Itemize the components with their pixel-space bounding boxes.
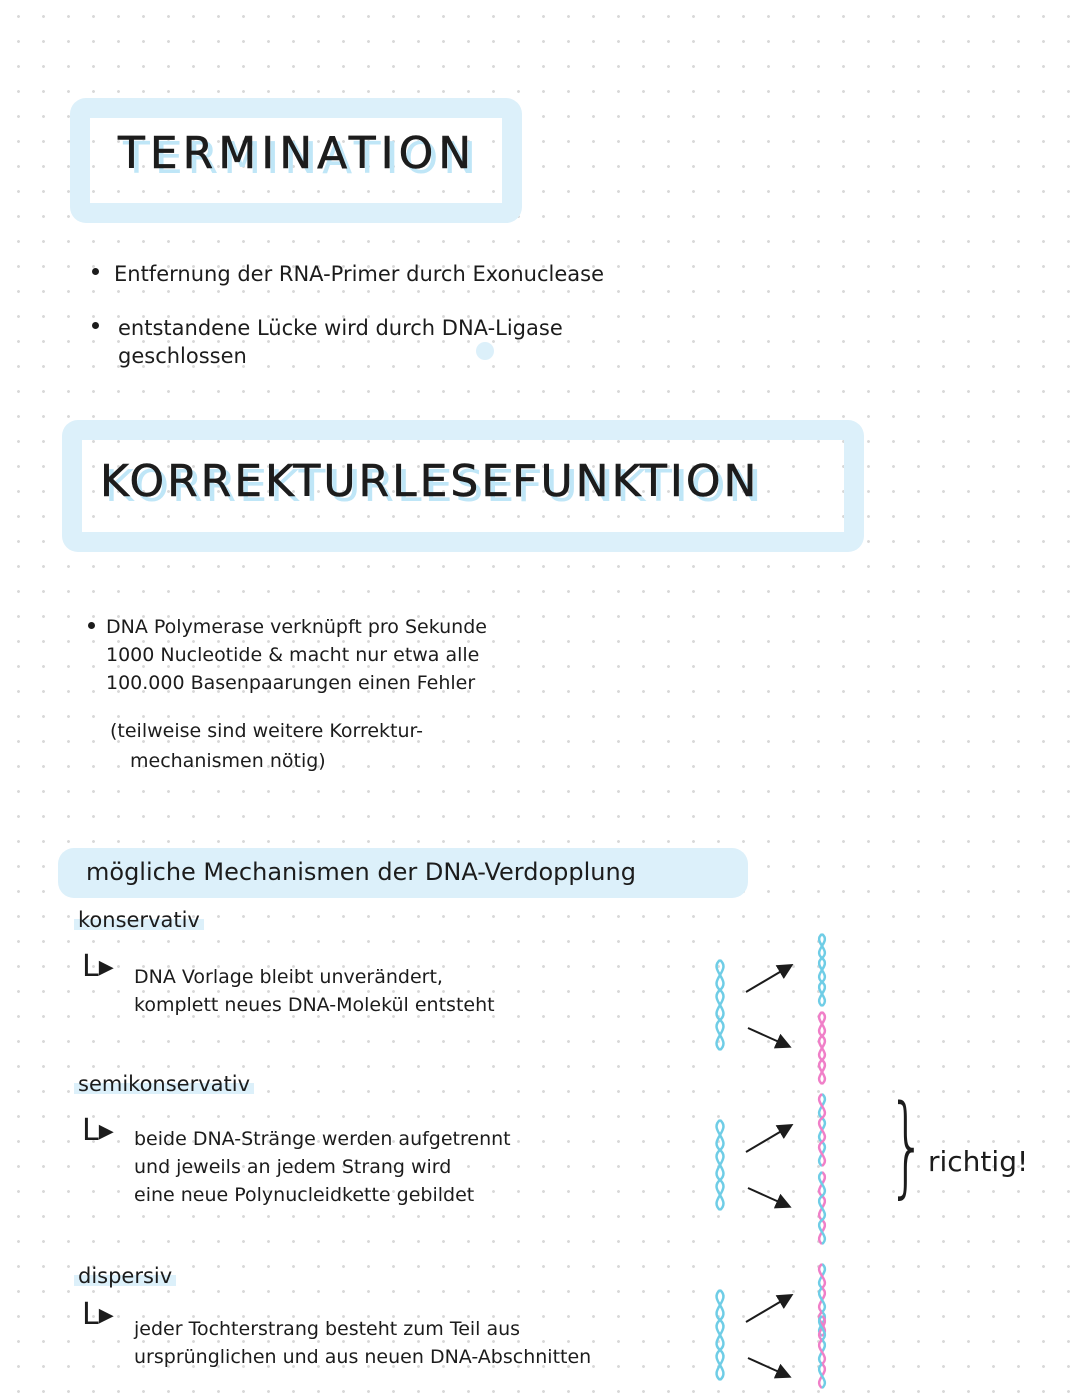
- korrektur-note-1: (teilweise sind weitere Korrektur-: [110, 720, 423, 742]
- semikonservativ-line-1: beide DNA-Stränge werden aufgetrennt: [134, 1128, 511, 1150]
- korrektur-line-1: DNA Polymerase verknüpft pro Sekunde: [106, 616, 487, 638]
- korrektur-line-2: 1000 Nucleotide & macht nur etwa alle: [106, 644, 480, 666]
- termination-bullet-1: Entfernung der RNA-Primer durch Exonuclease: [114, 262, 605, 286]
- bullet-dot: [92, 322, 99, 329]
- highlight-dot: [476, 342, 494, 360]
- korrektur-title: KORREKTURLESEFUNKTION: [100, 456, 760, 507]
- arrow-icon: [746, 1126, 790, 1152]
- dispersiv-line-2: ursprünglichen und aus neuen DNA-Abschnitten: [134, 1346, 592, 1368]
- label-dispersiv: dispersiv: [74, 1264, 176, 1288]
- daughter-helix-mixed-icon: [819, 1094, 825, 1166]
- daughter-helix-mixed-icon: [819, 1172, 825, 1244]
- parent-helix-icon: [717, 1290, 724, 1380]
- daughter-helix-old-icon: [819, 934, 825, 1006]
- daughter-helix-new-icon: [819, 1012, 825, 1084]
- curly-bracket-icon: }: [887, 1081, 927, 1209]
- arrow-icon: [746, 1296, 790, 1322]
- termination-title: TERMINATION: [118, 128, 477, 179]
- arrow-icon: [746, 966, 790, 992]
- label-semikonservativ: semikonservativ: [74, 1072, 254, 1096]
- arrow-icon: [748, 1358, 788, 1376]
- parent-helix-icon: [717, 1120, 724, 1210]
- arrow-symbol: L▸: [82, 1297, 114, 1332]
- semikonservativ-line-3: eine neue Polynucleidkette gebildet: [134, 1184, 475, 1206]
- korrektur-note-2: mechanismen nötig): [130, 750, 326, 772]
- konservativ-line-1: DNA Vorlage bleibt unverändert,: [134, 966, 443, 988]
- parent-helix-icon: [717, 960, 724, 1050]
- bullet-dot: [88, 622, 95, 629]
- dispersiv-line-1: jeder Tochterstrang besteht zum Teil aus: [134, 1318, 521, 1340]
- label-konservativ: konservativ: [74, 908, 204, 932]
- termination-bullet-2-cont: geschlossen: [118, 344, 247, 368]
- korrektur-line-3: 100.000 Basenpaarungen einen Fehler: [106, 672, 476, 694]
- arrow-icon: [748, 1028, 788, 1046]
- mechanismen-heading: mögliche Mechanismen der DNA-Verdopplung: [86, 858, 636, 886]
- arrow-icon: [748, 1188, 788, 1206]
- verdict-text: richtig!: [928, 1145, 1029, 1178]
- daughter-helix-dispersed-icon: [819, 1316, 825, 1388]
- konservativ-line-2: komplett neues DNA-Molekül entsteht: [134, 994, 495, 1016]
- termination-bullet-2: entstandene Lücke wird durch DNA-Ligase: [118, 316, 563, 340]
- arrow-symbol: L▸: [82, 949, 114, 984]
- semikonservativ-line-2: und jeweils an jedem Strang wird: [134, 1156, 452, 1178]
- bullet-dot: [92, 268, 99, 275]
- dna-replication-diagram: [690, 920, 870, 1390]
- arrow-symbol: L▸: [82, 1113, 114, 1148]
